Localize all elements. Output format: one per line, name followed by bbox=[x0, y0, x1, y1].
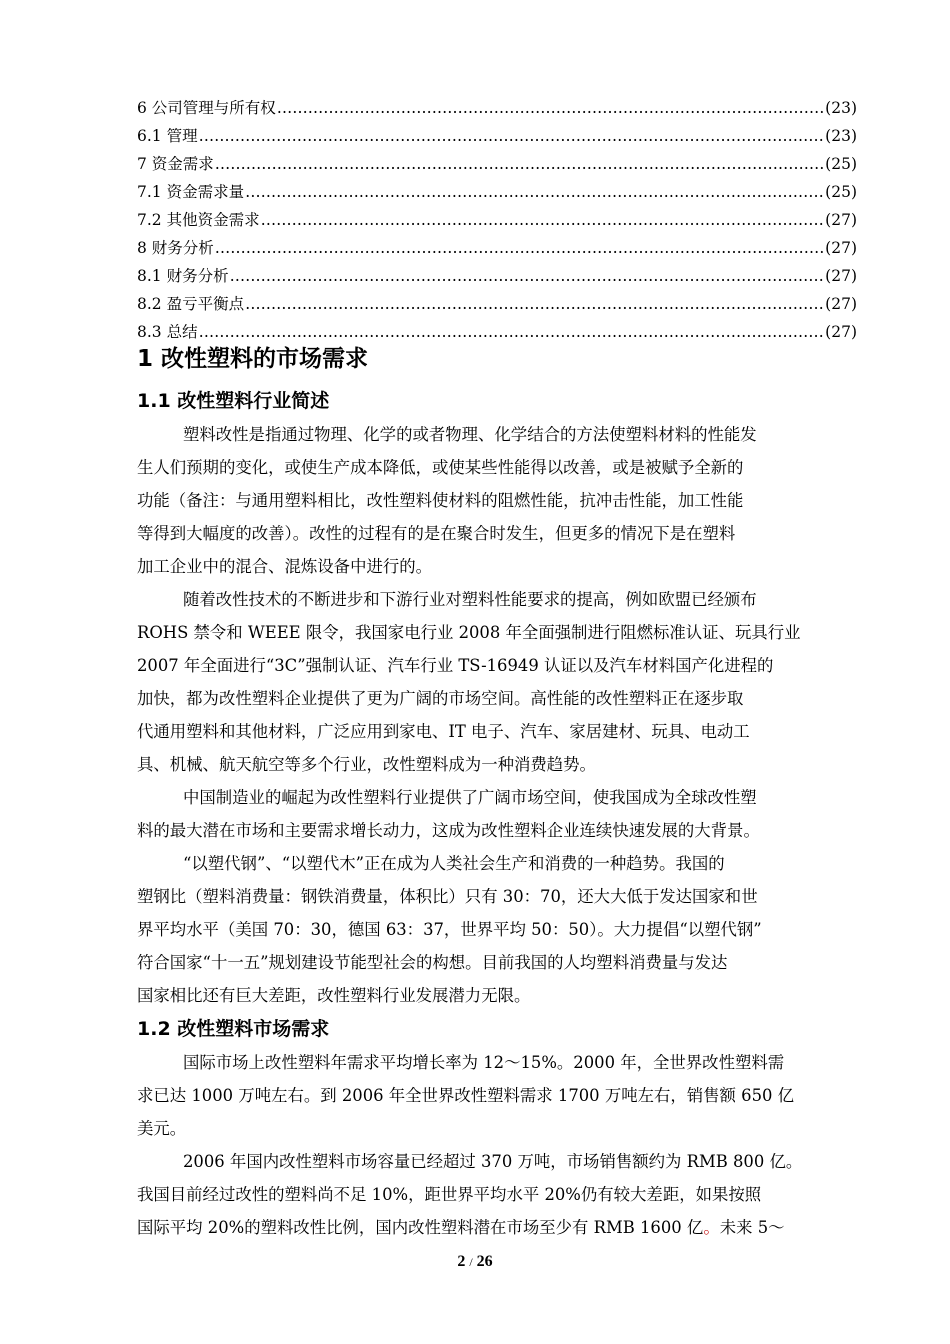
paragraph-line: 符合国家“十一五”规划建设节能型社会的构想。目前我国的人均塑料消费量与发达 bbox=[137, 953, 728, 972]
toc-leader-dots bbox=[261, 206, 825, 234]
subsection-heading-1-1: 1.1 改性塑料行业简述 bbox=[137, 390, 330, 412]
toc-entry-page: (27) bbox=[825, 323, 857, 341]
toc-entry-label: 8.1 财务分析 bbox=[137, 267, 229, 285]
paragraph-line: 美元。 bbox=[137, 1119, 187, 1138]
text-run: 未来 5～ bbox=[719, 1218, 785, 1237]
toc-entry-label: 7 资金需求 bbox=[137, 155, 214, 173]
toc-entry-label: 7.1 资金需求量 bbox=[137, 183, 245, 201]
toc-leader-dots bbox=[230, 262, 825, 290]
paragraph-line: 随着改性技术的不断进步和下游行业对塑料性能要求的提高，例如欧盟已经颁布 bbox=[183, 590, 757, 609]
paragraph-line: 功能（备注：与通用塑料相比，改性塑料使材料的阻燃性能，抗冲击性能，加工性能 bbox=[137, 491, 744, 510]
toc-leader-dots bbox=[245, 290, 824, 318]
total-pages: 26 bbox=[476, 1253, 493, 1270]
toc-entry-label: 8.3 总结 bbox=[137, 323, 198, 341]
paragraph-line: 等得到大幅度的改善）。改性的过程有的是在聚合时发生，但更多的情况下是在塑料 bbox=[137, 524, 736, 543]
toc-entry-page: (27) bbox=[825, 211, 857, 229]
paragraph-line: 料的最大潜在市场和主要需求增长动力，这成为改性塑料企业连续快速发展的大背景。 bbox=[137, 821, 760, 840]
toc-entry-label: 7.2 其他资金需求 bbox=[137, 211, 260, 229]
toc-entry-page: (27) bbox=[825, 267, 857, 285]
subsection-heading-1-2: 1.2 改性塑料市场需求 bbox=[137, 1018, 330, 1040]
paragraph-1-1-c bbox=[137, 781, 853, 847]
section-heading: 1 改性塑料的市场需求 bbox=[137, 346, 369, 372]
toc-entry[interactable] bbox=[137, 94, 857, 122]
toc-entry-page: (27) bbox=[825, 295, 857, 313]
paragraph-1-1-b bbox=[137, 583, 853, 781]
page-number bbox=[0, 1253, 950, 1271]
paragraph-line bbox=[137, 1211, 853, 1244]
paragraph-line: 具、机械、航天航空等多个行业，改性塑料成为一种消费趋势。 bbox=[137, 755, 596, 774]
table-of-contents bbox=[137, 94, 857, 346]
paragraph-line: 代通用塑料和其他材料，广泛应用到家电、IT 电子、汽车、家居建材、玩具、电动工 bbox=[137, 722, 750, 741]
toc-entry[interactable] bbox=[137, 150, 857, 178]
paragraph-line: 求已达 1000 万吨左右。到 2006 年全世界改性塑料需求 1700 万吨左右，销售额 650 亿 bbox=[137, 1086, 795, 1105]
toc-leader-dots bbox=[215, 150, 824, 178]
paragraph-line: ROHS 禁令和 WEEE 限令，我国家电行业 2008 年全面强制进行阻燃标准认证、玩具行业 bbox=[137, 623, 801, 642]
toc-entry-label: 8.2 盈亏平衡点 bbox=[137, 295, 245, 313]
paragraph-line: 2007 年全面进行“3C”强制认证、汽车行业 TS-16949 认证以及汽车材料国产化进程的 bbox=[137, 656, 774, 675]
paragraph-line: 塑钢比（塑料消费量：钢铁消费量，体积比）只有 30：70，还大大低于发达国家和世 bbox=[137, 887, 758, 906]
paragraph-line: 加快，都为改性塑料企业提供了更为广阔的市场空间。高性能的改性塑料正在逐步取 bbox=[137, 689, 744, 708]
paragraph-line: 塑料改性是指通过物理、化学的或者物理、化学结合的方法使塑料材料的性能发 bbox=[183, 425, 757, 444]
paragraph-1-1-d bbox=[137, 847, 853, 1012]
toc-entry[interactable] bbox=[137, 122, 857, 150]
toc-entry[interactable] bbox=[137, 178, 857, 206]
toc-entry-label: 6 公司管理与所有权 bbox=[137, 99, 276, 117]
toc-leader-dots bbox=[277, 94, 824, 122]
paragraph-1-2-a bbox=[137, 1046, 853, 1145]
red-punctuation: 。 bbox=[703, 1218, 720, 1237]
toc-leader-dots bbox=[245, 178, 824, 206]
toc-entry[interactable] bbox=[137, 234, 857, 262]
text-run: 国际平均 20%的塑料改性比例，国内改性塑料潜在市场至少有 RMB 1600 亿 bbox=[137, 1218, 704, 1237]
toc-entry-page: (25) bbox=[825, 183, 857, 201]
page-separator: / bbox=[469, 1255, 473, 1269]
toc-entry-page: (27) bbox=[825, 239, 857, 257]
toc-leader-dots bbox=[199, 122, 825, 150]
paragraph-line: 我国目前经过改性的塑料尚不足 10%，距世界平均水平 20%仍有较大差距，如果按照 bbox=[137, 1185, 762, 1204]
toc-entry-page: (23) bbox=[825, 127, 857, 145]
toc-entry-label: 8 财务分析 bbox=[137, 239, 214, 257]
toc-entry-page: (23) bbox=[825, 99, 857, 117]
toc-entry[interactable] bbox=[137, 206, 857, 234]
paragraph-line: 国家相比还有巨大差距，改性塑料行业发展潜力无限。 bbox=[137, 986, 531, 1005]
toc-entry[interactable] bbox=[137, 262, 857, 290]
paragraph-line: “以塑代钢”、“以塑代木”正在成为人类社会生产和消费的一种趋势。我国的 bbox=[183, 854, 725, 873]
toc-leader-dots bbox=[215, 234, 824, 262]
paragraph-line: 加工企业中的混合、混炼设备中进行的。 bbox=[137, 557, 433, 576]
paragraph-1-1-a bbox=[137, 418, 853, 583]
paragraph-line: 界平均水平（美国 70：30，德国 63：37，世界平均 50：50）。大力提倡“以塑代钢” bbox=[137, 920, 762, 939]
toc-entry-page: (25) bbox=[825, 155, 857, 173]
paragraph-line: 国际市场上改性塑料年需求平均增长率为 12～15%。2000 年，全世界改性塑料需 bbox=[183, 1053, 785, 1072]
paragraph-line: 中国制造业的崛起为改性塑料行业提供了广阔市场空间，使我国成为全球改性塑 bbox=[183, 788, 757, 807]
toc-entry-label: 6.1 管理 bbox=[137, 127, 198, 145]
paragraph-line: 生人们预期的变化，或使生产成本降低，或使某些性能得以改善，或是被赋予全新的 bbox=[137, 458, 744, 477]
current-page: 2 bbox=[457, 1253, 466, 1270]
toc-entry[interactable] bbox=[137, 290, 857, 318]
paragraph-line: 2006 年国内改性塑料市场容量已经超过 370 万吨，市场销售额约为 RMB 800 亿。 bbox=[183, 1152, 803, 1171]
paragraph-1-2-b bbox=[137, 1145, 853, 1244]
